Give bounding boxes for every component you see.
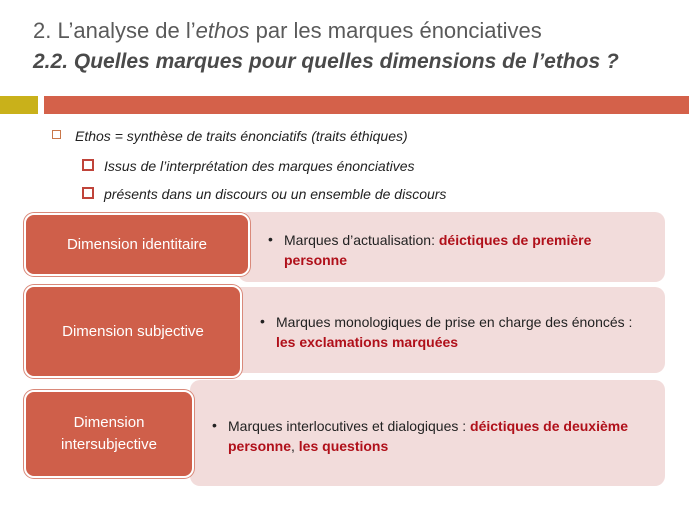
dimension-1-label: Dimension identitaire xyxy=(24,213,250,276)
slide-title: 2. L’analyse de l’ethos par les marques énonciatives xyxy=(33,18,542,43)
bullet-dot-icon: • xyxy=(260,313,265,329)
bullet-sub-2: présents dans un discours ou un ensemble de discours xyxy=(82,186,446,202)
accent-bar-yellow xyxy=(0,96,38,114)
dimension-3-content xyxy=(190,380,665,486)
square-bullet-icon xyxy=(82,187,94,199)
bullet-dot-icon: • xyxy=(212,417,217,433)
square-bullet-icon xyxy=(82,159,94,171)
bullet-dot-icon: • xyxy=(268,231,273,247)
bullet-main: Ethos = synthèse de traits énonciatifs (traits éthiques) xyxy=(52,128,408,144)
dimension-3-label: Dimension intersubjective xyxy=(24,390,194,478)
accent-bar-red xyxy=(44,96,689,114)
bullet-sub-1: Issus de l’interprétation des marques énonciatives xyxy=(82,158,415,174)
hollow-square-icon xyxy=(52,130,61,139)
dimension-2-text: Marques monologiques de prise en charge des énoncés : les exclamations marquées xyxy=(276,314,633,350)
dimension-3-text: Marques interlocutives et dialogiques : déictiques de deuxième personne, les questions xyxy=(228,418,628,454)
dimension-2-label: Dimension subjective xyxy=(24,285,242,378)
dimension-2-content xyxy=(230,287,665,373)
dimension-1-content xyxy=(238,212,665,282)
dimension-1-text: Marques d’actualisation: déictiques de première personne xyxy=(284,232,592,268)
slide-subtitle: 2.2. Quelles marques pour quelles dimensions de l’ethos ? xyxy=(33,50,619,73)
